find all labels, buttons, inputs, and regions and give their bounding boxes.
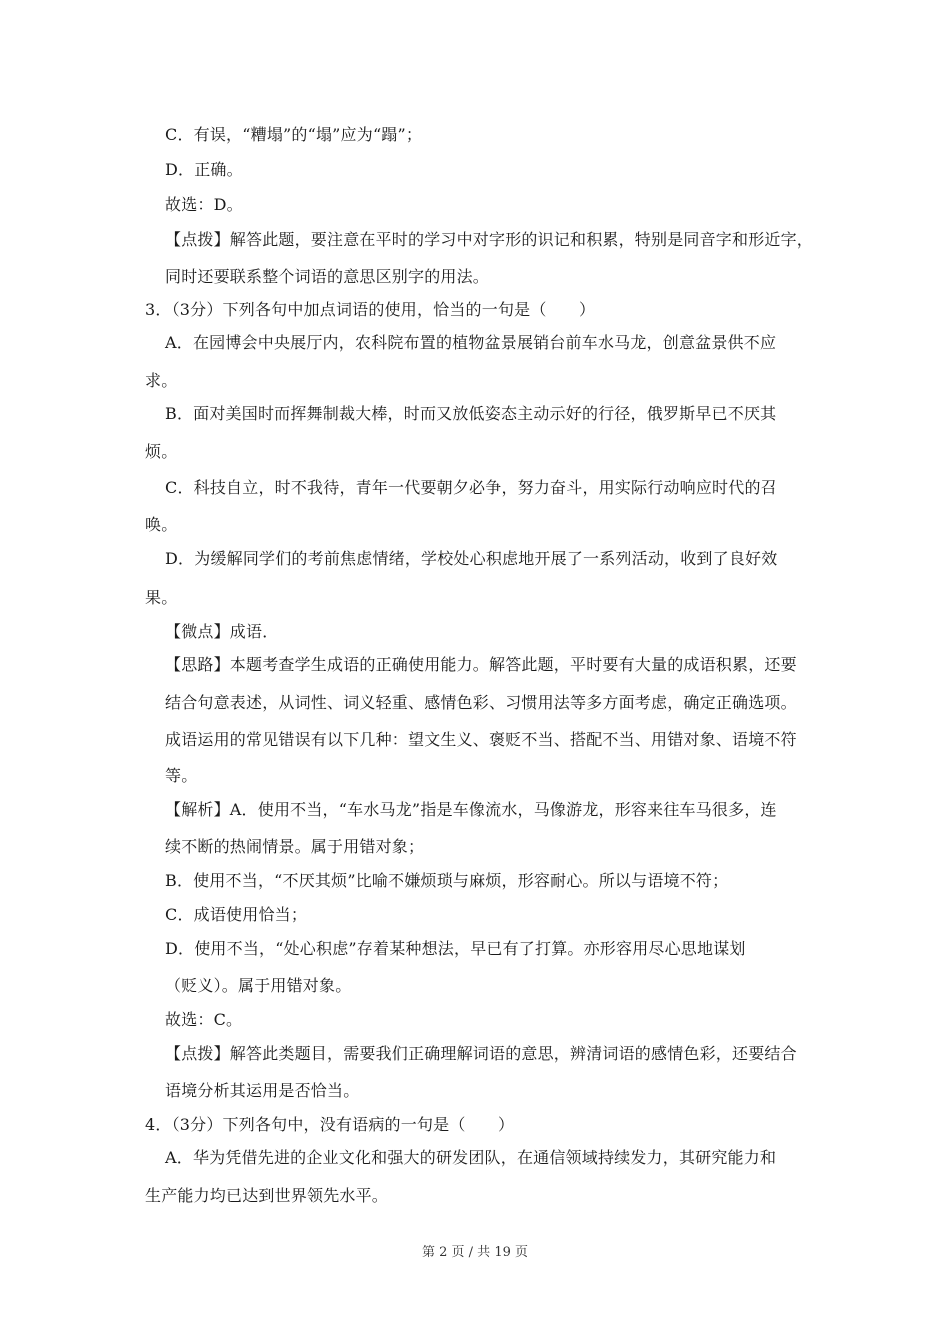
option-a: A．华为凭借先进的企业文化和强大的研发团队，在通信领域持续发力，其研究能力和 [165, 1148, 777, 1167]
text-line: 果。 [145, 588, 178, 607]
option-c: C．科技自立，时不我待，青年一代要朝夕必争，努力奋斗，用实际行动响应时代的召 [165, 478, 777, 497]
text-line: C．成语使用恰当； [165, 905, 308, 924]
text-line: 等。 [165, 766, 198, 785]
text-line: 【点拨】解答此题，要注意在平时的学习中对字形的识记和积累，特别是同音字和形近字， [165, 230, 814, 249]
text-line: 【微点】成语． [165, 622, 279, 641]
text-line: 唤。 [145, 515, 178, 534]
text-line: 语境分析其运用是否恰当。 [165, 1081, 360, 1100]
text-line: 【思路】本题考查学生成语的正确使用能力。解答此题，平时要有大量的成语积累，还要 [165, 655, 797, 674]
option-b: B．面对美国时而挥舞制裁大棒，时而又放低姿态主动示好的行径，俄罗斯早已不厌其 [165, 404, 777, 423]
text-line: B．使用不当，“不厌其烦”比喻不嫌烦琐与麻烦，形容耐心。所以与语境不符； [165, 871, 729, 890]
question-heading: 3．（3分）下列各句中加点词语的使用，恰当的一句是（ ） [145, 300, 596, 319]
text-line: 故选：C。 [165, 1010, 243, 1029]
question-heading: 4．（3分）下列各句中，没有语病的一句是（ ） [145, 1115, 515, 1134]
text-line: 【点拨】解答此类题目，需要我们正确理解词语的意思，辨清词语的感情色彩，还要结合 [165, 1044, 797, 1063]
option-d: D．为缓解同学们的考前焦虑情绪，学校处心积虑地开展了一系列活动，收到了良好效 [165, 549, 778, 568]
text-line: 成语运用的常见错误有以下几种：望文生义、褒贬不当、搭配不当、用错对象、语境不符 [165, 730, 797, 749]
text-line: D．使用不当，“处心积虑”存着某种想法，早已有了打算。亦形容用尽心思地谋划 [165, 939, 746, 958]
text-line: 【解析】A．使用不当，“车水马龙”指是车像流水，马像游龙，形容来往车马很多，连 [165, 800, 777, 819]
option-a: A．在园博会中央展厅内，农科院布置的植物盆景展销台前车水马龙，创意盆景供不应 [165, 333, 777, 352]
text-line: 生产能力均已达到世界领先水平。 [145, 1186, 389, 1205]
page-number-footer: 第 2 页 / 共 19 页 [422, 1245, 528, 1260]
text-line: 故选：D。 [165, 195, 243, 214]
text-line: 同时还要联系整个词语的意思区别字的用法。 [165, 267, 490, 286]
text-line: 结合句意表述，从词性、词义轻重、感情色彩、习惯用法等多方面考虑，确定正确选项。 [165, 693, 797, 712]
text-line: 求。 [145, 371, 178, 390]
text-line: 烦。 [145, 442, 178, 461]
text-line: 续不断的热闹情景。属于用错对象； [165, 837, 425, 856]
text-line: D．正确。 [165, 160, 243, 179]
text-line: （贬义）。属于用错对象。 [165, 976, 352, 995]
text-line: C．有误，“糟塌”的“塌”应为“蹋”； [165, 125, 423, 144]
